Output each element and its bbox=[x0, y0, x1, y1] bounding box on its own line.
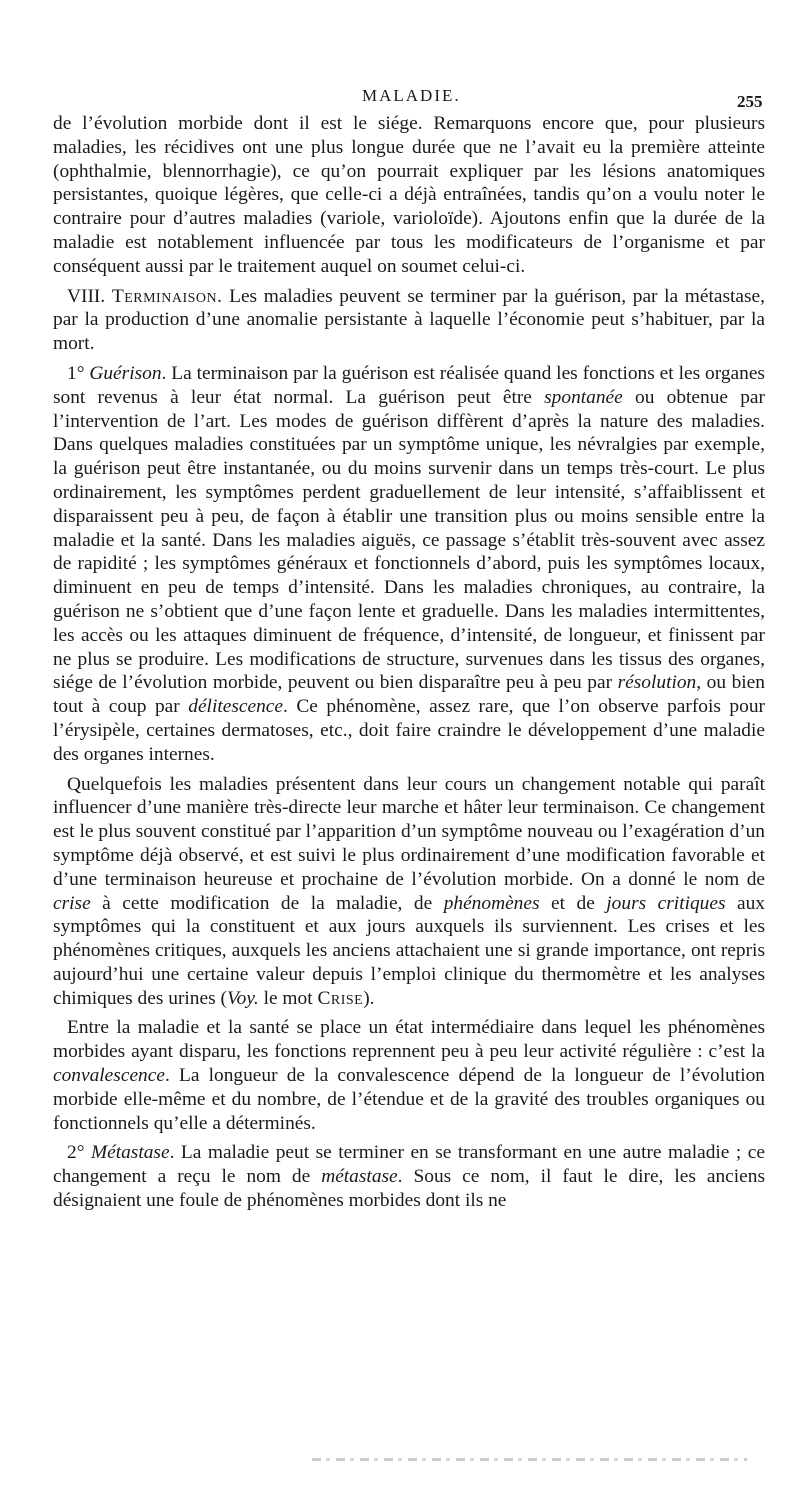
subheading-guerison: Guérison bbox=[89, 362, 162, 384]
paragraph-terminaison bbox=[53, 285, 765, 356]
paragraph-convalescence bbox=[53, 1016, 765, 1135]
paragraph-recidives: de l’évolution morbide dont il est le siége. Remarquons encore que, pour plusieurs maladies, les récidives ont une plus longue durée que ne l’avait eu la première atteinte (ophthalmie, blennorrhagie), ce qu’on pourrait expliquer par les lésions anatomiques persistantes, quoique légères, que celle-ci a déjà entraînées, tandis qu’on a voulu noter le contraire pour d’autres maladies (variole, varioloïde). Ajoutons enfin que la durée de la maladie est notablement influencée par tous les modificateurs de l’organisme et par conséquent aussi par le traitement auquel on soumet celui-ci. bbox=[53, 113, 765, 277]
section-number: VIII. bbox=[67, 285, 112, 307]
page-number: 255 bbox=[737, 92, 763, 111]
page-body bbox=[53, 112, 765, 1213]
text-run: ). bbox=[363, 987, 375, 1009]
term-resolution: résolution bbox=[617, 672, 697, 694]
term-metastase: métastase bbox=[321, 1166, 398, 1188]
term-jours-critiques: jours critiques bbox=[606, 892, 726, 914]
text-run: Entre la maladie et la santé se place un état intermédiaire dans lequel les phénomènes morbides ayant disparu, les fonctions reprennent peu à peu leur activité régulière : c’est la bbox=[53, 1017, 765, 1063]
ref-crise: Crise bbox=[317, 987, 364, 1009]
paragraph-metastase bbox=[53, 1141, 765, 1212]
term-crise: crise bbox=[53, 892, 91, 914]
term-phenomenes: phénomènes bbox=[443, 892, 540, 914]
running-title: MALADIE. bbox=[362, 86, 461, 105]
text-run: Les maladies peuvent se terminer par la guérison, par la métastase, par la production d’une anomalie persistante à laquelle l’économie peut s’habituer, par la mort. bbox=[53, 285, 766, 355]
ref-voy: Voy. bbox=[226, 987, 259, 1009]
text-run: . La longueur de la convalescence dépend de la longueur de l’évolution morbide elle-même et du nombre, de l’étendue et de la gravité des troubles organiques ou fonctionnels qu’elle a déterminés. bbox=[53, 1065, 765, 1134]
text-run: à cette modification de la maladie, de bbox=[90, 892, 444, 914]
text-run: et de bbox=[539, 892, 607, 914]
section-heading-terminaison: Terminaison. bbox=[111, 285, 223, 307]
text-run: . La terminaison par la guérison est réalisée quand les fonctions et les organes sont revenus à leur état normal. La guérison peut être bbox=[53, 362, 765, 408]
text-run: aux symptômes qui la constituent et aux jours auxquels ils surviennent. Les crises et les phénomènes critiques, auxquels les anciens attachaient une si grande importance, ont repris aujourd’hui une certaine valeur depuis l’emploi clinique du thermomètre et les analyses chimiques des urines ( bbox=[53, 892, 765, 1009]
text-run: Quelquefois les maladies présentent dans leur cours un changement notable qui paraît influencer d’une manière très-directe leur marche et hâter leur terminaison. Ce changement est le plus souvent constitué par l’apparition d’un symptôme nouveau ou l’exagération d’un symptôme déjà observé, et est suivi le plus ordinairement d’une modification favorable et d’une terminaison heureuse et prochaine de l’évolution morbide. On a donné le nom de bbox=[53, 773, 765, 890]
text-run: . Ce phénomène, assez rare, que l’on observe parfois pour l’érysipèle, certaines dermatoses, etc., doit faire craindre le développement d’une maladie des organes internes. bbox=[53, 696, 765, 765]
subheading-metastase: Métastase bbox=[90, 1142, 170, 1164]
text-run: 2° bbox=[67, 1142, 91, 1164]
running-header bbox=[0, 86, 800, 110]
paragraph-crise bbox=[53, 773, 765, 1011]
bleed-through-mark bbox=[312, 1458, 747, 1461]
term-convalescence: convalescence bbox=[53, 1065, 165, 1087]
text-run: . La maladie peut se terminer en se transformant en une autre maladie ; ce changement a reçu le nom de bbox=[53, 1142, 765, 1188]
text-run: . Sous ce nom, il faut le dire, les anciens désignaient une foule de phénomènes morbides dont ils ne bbox=[53, 1166, 765, 1212]
text-run: 1° bbox=[67, 362, 90, 384]
term-delitescence: délitescence bbox=[188, 696, 283, 718]
text-run: le mot bbox=[258, 987, 318, 1009]
paragraph-guerison bbox=[53, 362, 765, 767]
term-spontanee: spontanée bbox=[544, 386, 623, 408]
text-run: ou obtenue par l’intervention de l’art. Les modes de guérison diffèrent d’après la nature des maladies. Dans quelques maladies constituées par un symptôme unique, les névralgies par exemple, la guérison peut être instantanée, ou du moins survenir dans un temps très-court. Le plus ordinairement, les symptômes perdent graduellement de leur intensité, s’affaiblissent et disparaissent peu à peu, de façon à établir une transition plus ou moins sensible entre la maladie et la santé. Dans les maladies aiguës, ce passage s’établit très-souvent avec assez de rapidité ; les symptômes généraux et fonctionnels d’abord, puis les symptômes locaux, diminuent en peu de temps d’intensité. Dans les maladies chroniques, au contraire, la guérison ne s’obtient que d’une façon lente et graduelle. Dans les maladies intermittentes, les accès ou les attaques diminuent de fréquence, d’intensité, de longueur, et finissent par ne plus se produire. Les modifications de structure, survenues dans les tissus des organes, siége de l’évolution morbide, peuvent ou bien disparaître peu à peu par bbox=[53, 386, 765, 694]
text-run: , ou bien tout à coup par bbox=[53, 672, 765, 718]
